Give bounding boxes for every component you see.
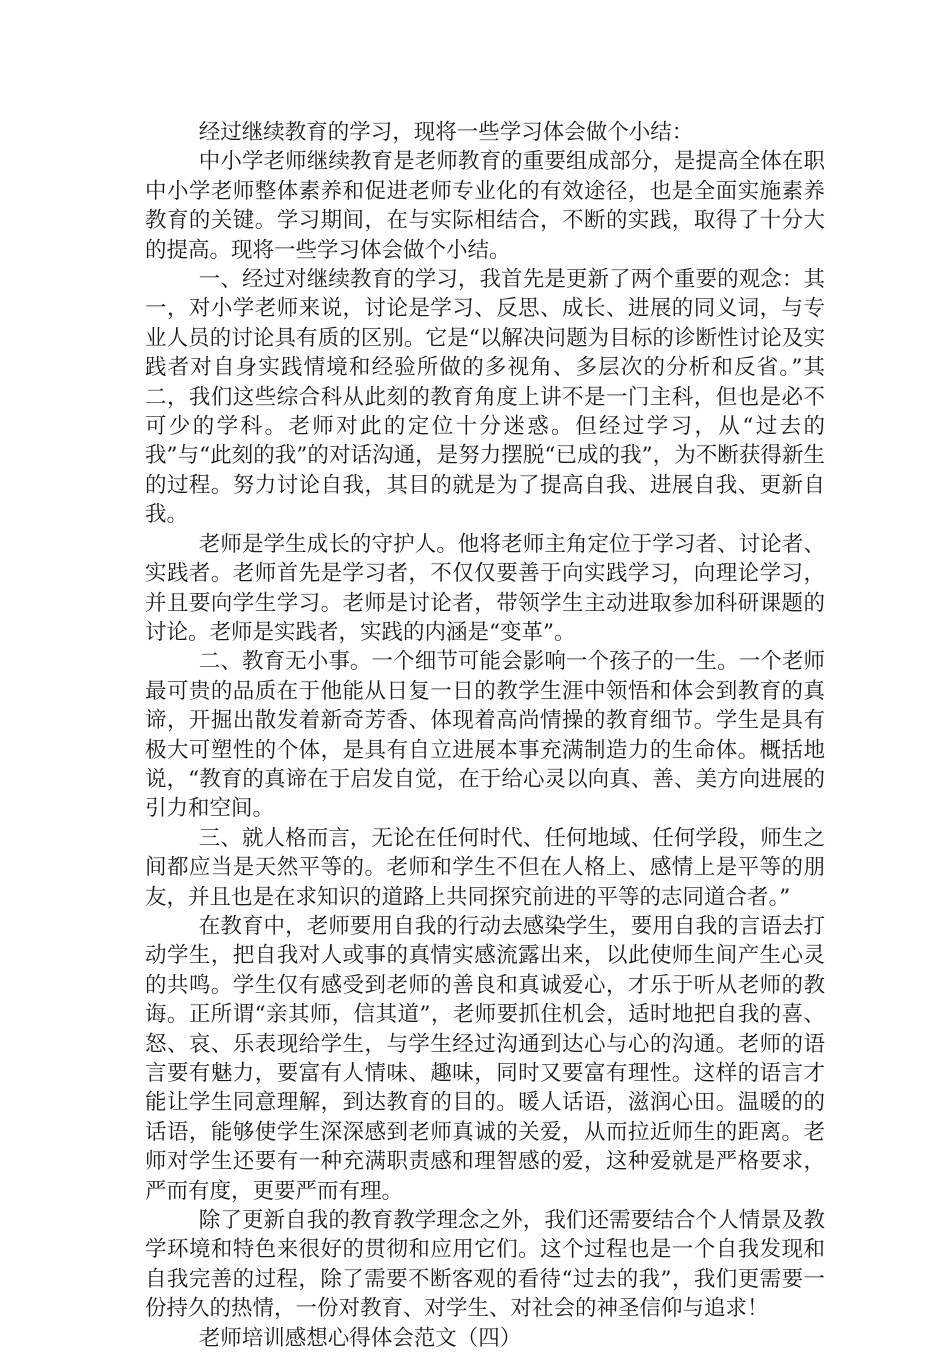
paragraph-in-education: 在教育中，老师要用自我的行动去感染学生，要用自我的言语去打动学生，把自我对人或事的真情实感流露出来，以此使师生间产生心灵的共鸣。学生仅有感受到老师的善良和真诚爱心，才乐于听从老师的教诲。正所谓“亲其师，信其道”，老师要抓住机会，适时地把自我的喜、怒、哀、乐表现给学生，与学生经过沟通到达心与心的沟通。老师的语言要有魅力，要富有人情味、趣味，同时又要富有理性。这样的语言才能让学生同意理解，到达教育的目的。暖人话语，滋润心田。温暖的的话语，能够使学生深深感到老师真诚的关爱，从而拉近师生的距离。老师对学生还要有一种充满职责感和理智感的爱，这种爱就是严格要求，严而有度，更要严而有理。 [145,913,825,1204]
section-heading: 老师培训感想心得体会范文（四） [198,1325,522,1351]
paragraph-conclusion: 除了更新自我的教育教学理念之外，我们还需要结合个人情景及教学环境和特色来很好的贯彻和应用它们。这个过程也是一个自我发现和自我完善的过程，除了需要不断客观的看待“过去的我”，我们更需要一份持久的热情，一份对教育、对学生、对社会的神圣信仰与追求！ [145,1208,825,1322]
paragraph-overview: 中小学老师继续教育是老师教育的重要组成部分，是提高全体在职中小学老师整体素养和促进老师专业化的有效途径，也是全面实施素养教育的关键。学习期间，在与实际相结合，不断的实践，取得了十分大的提高。现将一些学习体会做个小结。 [145,149,825,263]
paragraph-intro: 经过继续教育的学习，现将一些学习体会做个小结： [198,120,694,145]
paragraph-point-two: 二、教育无小事。一个细节可能会影响一个孩子的一生。一个老师最可贵的品质在于他能从日复一日的教学生涯中领悟和体会到教育的真谛，开掘出散发着新奇芳香、体现着高尚情操的教育细节。学生是具有极大可塑性的个体，是具有自立进展本事充满制造力的生命体。概括地说，“教育的真谛在于启发自觉，在于给心灵以向真、善、美方向进展的引力和空间。 [145,649,825,822]
paragraph-point-three: 三、就人格而言，无论在任何时代、任何地域、任何学段，师生之间都应当是天然平等的。老师和学生不但在人格上、感情上是平等的朋友，并且也是在求知识的道路上共同探究前进的平等的志同道合者。” [145,825,825,910]
paragraph-teacher-role: 老师是学生成长的守护人。他将老师主角定位于学习者、讨论者、实践者。老师首先是学习者，不仅仅要善于向实践学习，向理论学习，并且要向学生学习。老师是讨论者，带领学生主动进取参加科研课题的讨论。老师是实践者，实践的内涵是“变革”。 [145,531,825,645]
document-body [145,118,825,1353]
paragraph-point-one: 一、经过对继续教育的学习，我首先是更新了两个重要的观念：其一，对小学老师来说，讨论是学习、反思、成长、进展的同义词，与专业人员的讨论具有质的区别。它是“以解决问题为目标的诊断性讨论及实践者对自身实践情境和经验所做的多视角、多层次的分析和反省。”其二，我们这些综合科从此刻的教育角度上讲不是一门主科，但也是必不可少的学科。老师对此的定位十分迷惑。但经过学习，从“过去的我”与“此刻的我”的对话沟通，是努力摆脱“已成的我”，为不断获得新生的过程。努力讨论自我，其目的就是为了提高自我、进展自我、更新自我。 [145,267,825,528]
